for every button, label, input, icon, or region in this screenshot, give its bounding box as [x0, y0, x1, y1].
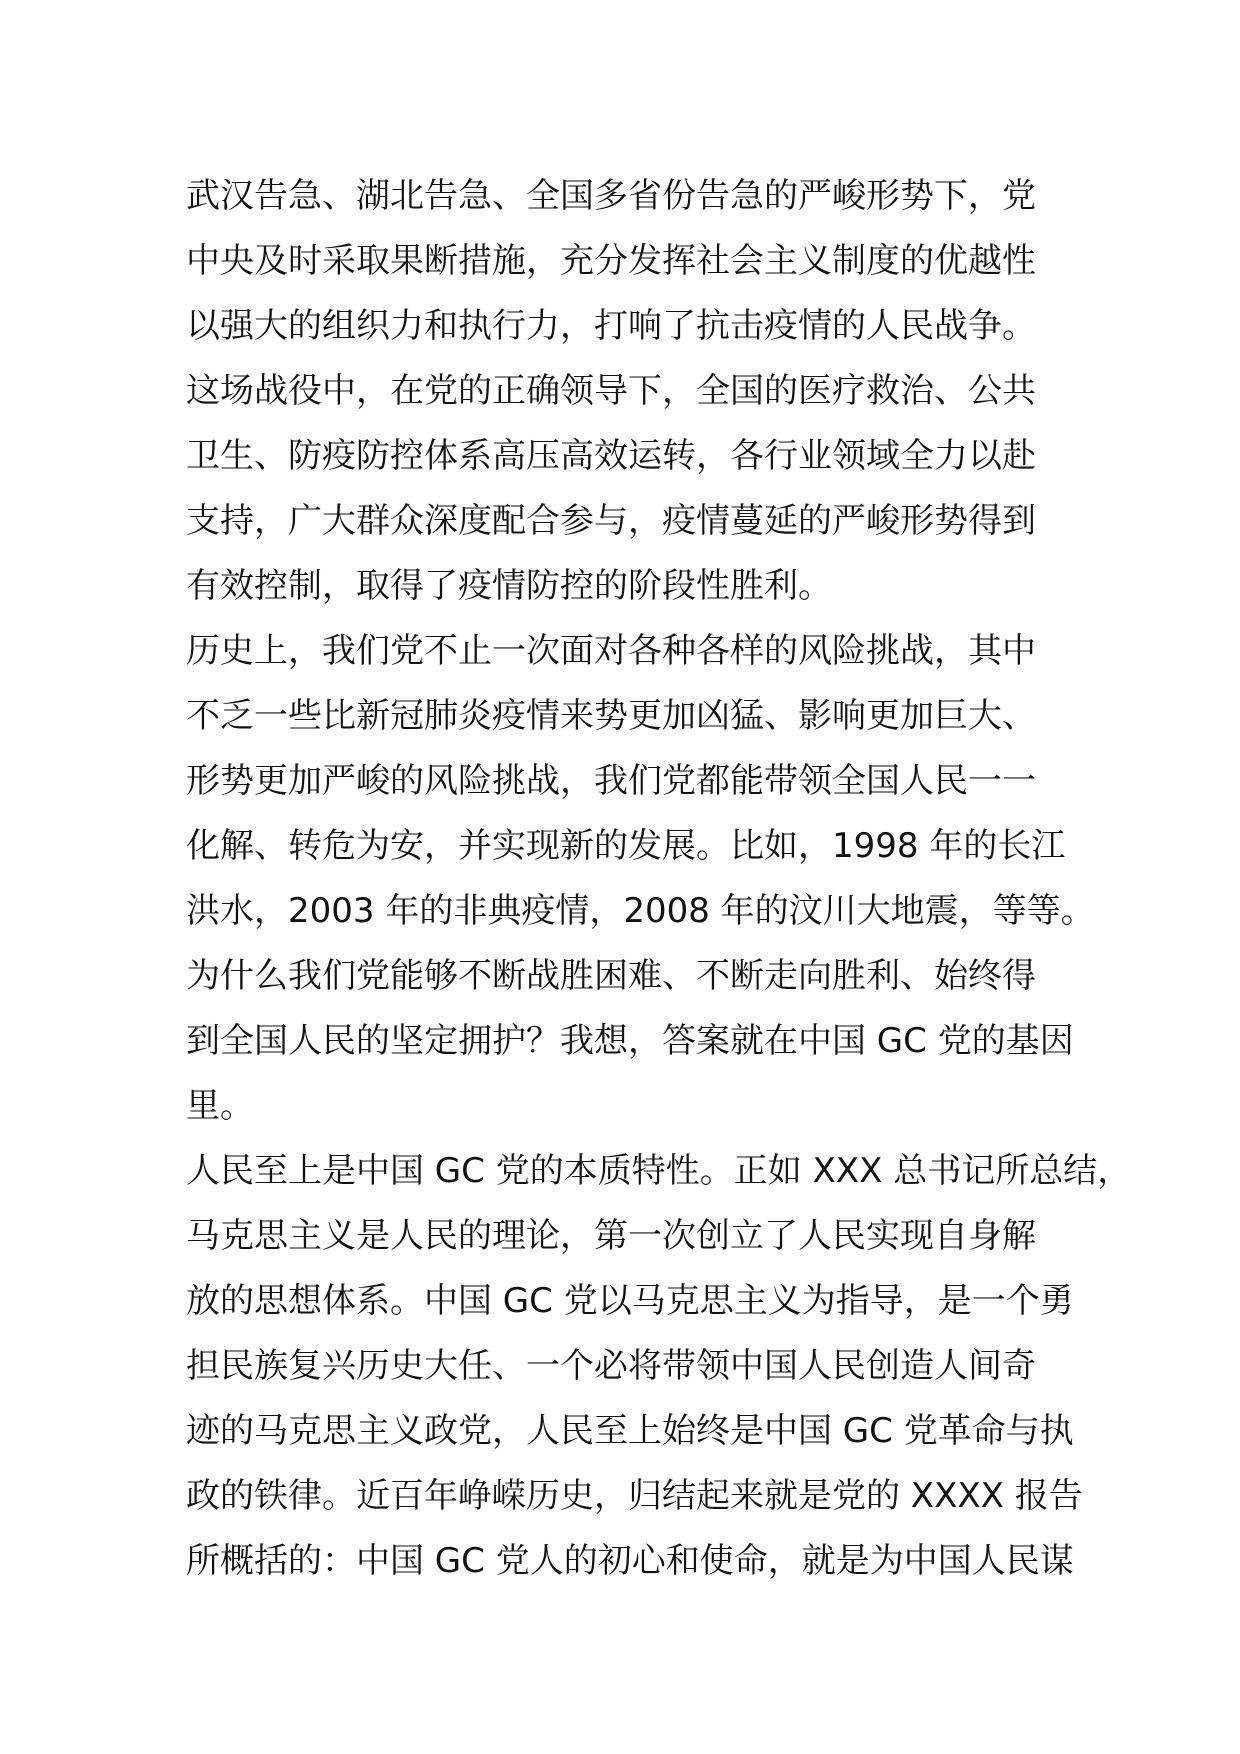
text-line: 里。: [186, 1086, 254, 1126]
text-line: 为什么我们党能够不断战胜困难、不断走向胜利、始终得: [186, 956, 1036, 996]
document-body-text: [186, 164, 1132, 1594]
text-line: 人民至上是中国 GC 党的本质特性。正如 XXX 总书记所总结，: [186, 1151, 1132, 1191]
text-line: 所概括的：中国 GC 党人的初心和使命，就是为中国人民谋: [186, 1541, 1074, 1581]
text-line: 有效控制，取得了疫情防控的阶段性胜利。: [186, 566, 832, 606]
text-line: 以强大的组织力和执行力，打响了抗击疫情的人民战争。: [186, 306, 1036, 346]
text-line: 中央及时采取果断措施，充分发挥社会主义制度的优越性: [186, 241, 1036, 281]
text-line: 放的思想体系。中国 GC 党以马克思主义为指导，是一个勇: [186, 1281, 1074, 1321]
text-line: 马克思主义是人民的理论，第一次创立了人民实现自身解: [186, 1216, 1036, 1256]
text-line: 卫生、防疫防控体系高压高效运转，各行业领域全力以赴: [186, 436, 1036, 476]
text-line: 到全国人民的坚定拥护？我想，答案就在中国 GC 党的基因: [186, 1021, 1074, 1061]
text-line: 武汉告急、湖北告急、全国多省份告急的严峻形势下，党: [186, 176, 1036, 216]
text-line: 化解、转危为安，并实现新的发展。比如，1998 年的长江: [186, 826, 1066, 866]
text-line: 政的铁律。近百年峥嵘历史，归结起来就是党的 XXXX 报告: [186, 1476, 1083, 1516]
text-line: 这场战役中，在党的正确领导下，全国的医疗救治、公共: [186, 371, 1036, 411]
text-line: 不乏一些比新冠肺炎疫情来势更加凶猛、影响更加巨大、: [186, 696, 1036, 736]
text-line: 迹的马克思主义政党，人民至上始终是中国 GC 党革命与执: [186, 1411, 1074, 1451]
text-line: 形势更加严峻的风险挑战，我们党都能带领全国人民一一: [186, 761, 1036, 801]
text-line: 支持，广大群众深度配合参与，疫情蔓延的严峻形势得到: [186, 501, 1036, 541]
text-line: 历史上，我们党不止一次面对各种各样的风险挑战，其中: [186, 631, 1036, 671]
text-line: 洪水，2003 年的非典疫情，2008 年的汶川大地震，等等。: [186, 891, 1095, 931]
text-line: 担民族复兴历史大任、一个必将带领中国人民创造人间奇: [186, 1346, 1036, 1386]
